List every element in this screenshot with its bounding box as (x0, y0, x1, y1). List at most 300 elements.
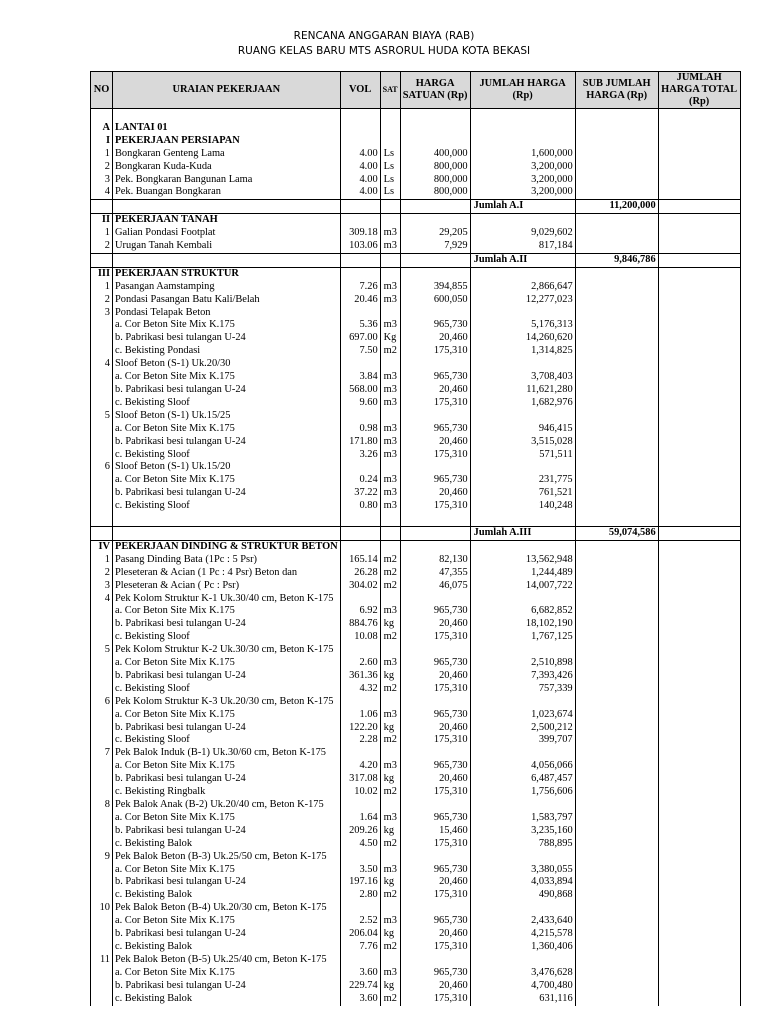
cell-no (91, 786, 113, 799)
cell-uraian: a. Cor Beton Site Mix K.175 (113, 709, 341, 722)
cell-vol (340, 696, 380, 709)
cell-uraian: Pek Balok Beton (B-4) Uk.20/30 cm, Beton K-175 (113, 902, 341, 915)
cell-uraian: Bongkaran Kuda-Kuda (113, 161, 341, 174)
cell-sub-jumlah (575, 240, 658, 253)
cell-uraian: Sloof Beton (S-1) Uk.15/20 (113, 461, 341, 474)
cell-jumlah-harga: 4,215,578 (470, 928, 575, 941)
section-heading-row (91, 122, 741, 135)
cell-harga-satuan: 965,730 (400, 371, 470, 384)
cell-jumlah-harga: 18,102,190 (470, 618, 575, 631)
cell-sat (380, 253, 400, 267)
cell-sat (380, 644, 400, 657)
subtotal-value: 59,074,586 (575, 526, 658, 540)
cell-sub-jumlah (575, 540, 658, 553)
cell-sat: m3 (380, 709, 400, 722)
cell-harga-satuan: 20,460 (400, 876, 470, 889)
cell-sat (380, 696, 400, 709)
cell-harga-satuan: 175,310 (400, 397, 470, 410)
cell-jumlah-harga: 11,621,280 (470, 384, 575, 397)
table-row (91, 580, 741, 593)
cell-vol: 7.76 (340, 941, 380, 954)
cell-jumlah-harga: 14,007,722 (470, 580, 575, 593)
cell-total (658, 513, 740, 526)
cell-jumlah-harga: 2,433,640 (470, 915, 575, 928)
cell-vol: 209.26 (340, 825, 380, 838)
cell-sub-jumlah (575, 967, 658, 980)
cell-sub-jumlah (575, 696, 658, 709)
cell-vol: 10.02 (340, 786, 380, 799)
cell-vol (340, 851, 380, 864)
cell-uraian: c. Bekisting Ringbalk (113, 786, 341, 799)
table-row (91, 876, 741, 889)
cell-total (658, 500, 740, 513)
cell-no (91, 812, 113, 825)
cell-no (91, 670, 113, 683)
cell-sub-jumlah (575, 122, 658, 135)
cell-sat (380, 526, 400, 540)
table-row (91, 161, 741, 174)
cell-sat: kg (380, 618, 400, 631)
cell-sub-jumlah (575, 461, 658, 474)
subtotal-label: Jumlah A.III (470, 526, 575, 540)
cell-total (658, 993, 740, 1006)
header-uraian: URAIAN PEKERJAAN (113, 72, 341, 109)
cell-no (91, 838, 113, 851)
cell-sat: m3 (380, 449, 400, 462)
cell-total (658, 851, 740, 864)
cell-harga-satuan (400, 902, 470, 915)
cell-total (658, 461, 740, 474)
table-row (91, 941, 741, 954)
cell-vol (340, 644, 380, 657)
cell-uraian: Pleseteran & Acian (1 Pc : 4 Psr) Beton dan (113, 567, 341, 580)
cell-no: 1 (91, 227, 113, 240)
cell-sat: m3 (380, 487, 400, 500)
cell-harga-satuan: 965,730 (400, 760, 470, 773)
cell-harga-satuan: 965,730 (400, 915, 470, 928)
cell-no (91, 526, 113, 540)
cell-sat: Ls (380, 174, 400, 187)
blank-row (91, 513, 741, 526)
cell-total (658, 631, 740, 644)
cell-sub-jumlah (575, 593, 658, 606)
cell-sub-jumlah (575, 580, 658, 593)
cell-vol: 309.18 (340, 227, 380, 240)
cell-sat: m3 (380, 319, 400, 332)
cell-vol: 3.50 (340, 864, 380, 877)
cell-vol: 197.16 (340, 876, 380, 889)
cell-sat: kg (380, 825, 400, 838)
cell-harga-satuan: 175,310 (400, 683, 470, 696)
cell-sub-jumlah (575, 864, 658, 877)
cell-jumlah-harga: 1,756,606 (470, 786, 575, 799)
cell-jumlah-harga (470, 214, 575, 227)
section-heading-row (91, 135, 741, 148)
cell-harga-satuan: 600,050 (400, 294, 470, 307)
cell-sat: Ls (380, 186, 400, 199)
table-row (91, 174, 741, 187)
cell-total (658, 889, 740, 902)
cell-jumlah-harga: 1,314,825 (470, 345, 575, 358)
cell-harga-satuan (400, 593, 470, 606)
cell-sat: m3 (380, 500, 400, 513)
cell-sat: kg (380, 980, 400, 993)
cell-no (91, 384, 113, 397)
cell-uraian: a. Cor Beton Site Mix K.175 (113, 319, 341, 332)
cell-sub-jumlah (575, 567, 658, 580)
cell-jumlah-harga: 4,700,480 (470, 980, 575, 993)
cell-jumlah-harga (470, 358, 575, 371)
table-row (91, 593, 741, 606)
cell-sub-jumlah (575, 657, 658, 670)
cell-vol: 6.92 (340, 605, 380, 618)
cell-uraian: b. Pabrikasi besi tulangan U-24 (113, 773, 341, 786)
cell-vol: 2.80 (340, 889, 380, 902)
table-row (91, 760, 741, 773)
cell-vol: 10.08 (340, 631, 380, 644)
cell-jumlah-harga: 2,510,898 (470, 657, 575, 670)
cell-no (91, 889, 113, 902)
cell-sub-jumlah (575, 670, 658, 683)
cell-vol: 3.60 (340, 993, 380, 1006)
cell-harga-satuan: 965,730 (400, 864, 470, 877)
cell-uraian: Bongkaran Genteng Lama (113, 148, 341, 161)
cell-sat: m3 (380, 864, 400, 877)
cell-jumlah-harga: 1,244,489 (470, 567, 575, 580)
cell-harga-satuan (400, 644, 470, 657)
cell-jumlah-harga: 761,521 (470, 487, 575, 500)
cell-vol (340, 747, 380, 760)
cell-uraian: c. Bekisting Sloof (113, 631, 341, 644)
cell-jumlah-harga: 399,707 (470, 734, 575, 747)
cell-vol: 2.52 (340, 915, 380, 928)
cell-vol (340, 799, 380, 812)
cell-no: 7 (91, 747, 113, 760)
cell-harga-satuan: 20,460 (400, 928, 470, 941)
cell-harga-satuan: 800,000 (400, 186, 470, 199)
cell-harga-satuan: 20,460 (400, 487, 470, 500)
cell-sub-jumlah (575, 436, 658, 449)
cell-jumlah-harga (470, 135, 575, 148)
cell-harga-satuan (400, 461, 470, 474)
cell-no (91, 980, 113, 993)
table-row (91, 928, 741, 941)
cell-sat (380, 747, 400, 760)
header-no: NO (91, 72, 113, 109)
cell-sat: m3 (380, 436, 400, 449)
cell-uraian: b. Pabrikasi besi tulangan U-24 (113, 825, 341, 838)
cell-vol: 4.32 (340, 683, 380, 696)
table-row (91, 345, 741, 358)
cell-total (658, 358, 740, 371)
cell-sat: m2 (380, 734, 400, 747)
cell-sub-jumlah (575, 307, 658, 320)
cell-sub-jumlah (575, 174, 658, 187)
cell-jumlah-harga (470, 410, 575, 423)
table-row (91, 332, 741, 345)
cell-vol: 37.22 (340, 487, 380, 500)
cell-total (658, 799, 740, 812)
cell-no: 2 (91, 294, 113, 307)
cell-sub-jumlah (575, 148, 658, 161)
cell-uraian: c. Bekisting Sloof (113, 500, 341, 513)
cell-sat: m2 (380, 631, 400, 644)
cell-sub-jumlah (575, 631, 658, 644)
cell-total (658, 267, 740, 280)
cell-vol: 4.00 (340, 174, 380, 187)
cell-jumlah-harga: 3,380,055 (470, 864, 575, 877)
table-row (91, 567, 741, 580)
cell-jumlah-harga (470, 267, 575, 280)
cell-jumlah-harga: 2,500,212 (470, 722, 575, 735)
table-row (91, 423, 741, 436)
cell-sat: m2 (380, 580, 400, 593)
cell-uraian: b. Pabrikasi besi tulangan U-24 (113, 876, 341, 889)
cell-harga-satuan: 965,730 (400, 605, 470, 618)
cell-jumlah-harga (470, 513, 575, 526)
cell-uraian: Sloof Beton (S-1) Uk.20/30 (113, 358, 341, 371)
cell-no: 4 (91, 186, 113, 199)
cell-vol (340, 461, 380, 474)
cell-harga-satuan (400, 540, 470, 553)
table-row (91, 773, 741, 786)
cell-no: II (91, 214, 113, 227)
cell-sat: m3 (380, 423, 400, 436)
cell-uraian: c. Bekisting Sloof (113, 397, 341, 410)
cell-sub-jumlah (575, 397, 658, 410)
cell-sat: kg (380, 876, 400, 889)
subtotal-value: 9,846,786 (575, 253, 658, 267)
section-heading-row (91, 267, 741, 280)
cell-no: 9 (91, 851, 113, 864)
cell-no (91, 993, 113, 1006)
cell-vol: 0.24 (340, 474, 380, 487)
cell-no (91, 319, 113, 332)
table-row (91, 644, 741, 657)
cell-uraian: b. Pabrikasi besi tulangan U-24 (113, 670, 341, 683)
cell-total (658, 227, 740, 240)
cell-total (658, 332, 740, 345)
cell-sub-jumlah (575, 902, 658, 915)
cell-sat: Ls (380, 161, 400, 174)
cell-sat: m2 (380, 554, 400, 567)
cell-jumlah-harga (470, 902, 575, 915)
cell-jumlah-harga: 4,033,894 (470, 876, 575, 889)
cell-uraian: PEKERJAAN STRUKTUR (113, 267, 341, 280)
cell-jumlah-harga: 1,360,406 (470, 941, 575, 954)
cell-jumlah-harga: 1,682,976 (470, 397, 575, 410)
blank-row (91, 109, 741, 122)
cell-uraian: Urugan Tanah Kembali (113, 240, 341, 253)
cell-total (658, 436, 740, 449)
cell-jumlah-harga (470, 644, 575, 657)
cell-vol (340, 593, 380, 606)
cell-sat (380, 410, 400, 423)
cell-sub-jumlah (575, 109, 658, 122)
cell-total (658, 657, 740, 670)
cell-uraian (113, 526, 341, 540)
subtotal-row (91, 526, 741, 540)
cell-jumlah-harga: 3,200,000 (470, 186, 575, 199)
table-row (91, 500, 741, 513)
cell-harga-satuan (400, 799, 470, 812)
cell-harga-satuan: 175,310 (400, 889, 470, 902)
cell-no (91, 631, 113, 644)
cell-no (91, 605, 113, 618)
cell-uraian: c. Bekisting Sloof (113, 683, 341, 696)
cell-vol: 0.98 (340, 423, 380, 436)
cell-vol: 0.80 (340, 500, 380, 513)
cell-no: 3 (91, 307, 113, 320)
table-row (91, 993, 741, 1006)
cell-sat: Kg (380, 332, 400, 345)
cell-vol: 4.50 (340, 838, 380, 851)
cell-no: 6 (91, 461, 113, 474)
cell-total (658, 240, 740, 253)
cell-jumlah-harga (470, 307, 575, 320)
cell-uraian: Pondasi Pasangan Batu Kali/Belah (113, 294, 341, 307)
cell-sub-jumlah (575, 161, 658, 174)
cell-uraian: c. Bekisting Balok (113, 838, 341, 851)
cell-sub-jumlah (575, 135, 658, 148)
cell-jumlah-harga: 6,487,457 (470, 773, 575, 786)
cell-uraian: Pek. Bongkaran Bangunan Lama (113, 174, 341, 187)
cell-sub-jumlah (575, 876, 658, 889)
cell-vol (340, 307, 380, 320)
cell-vol: 4.20 (340, 760, 380, 773)
cell-sat (380, 851, 400, 864)
cell-sub-jumlah (575, 786, 658, 799)
cell-total (658, 540, 740, 553)
cell-sat: m3 (380, 227, 400, 240)
cell-uraian: c. Bekisting Balok (113, 993, 341, 1006)
cell-uraian: Pleseteran & Acian ( Pc : Psr) (113, 580, 341, 593)
cell-harga-satuan (400, 851, 470, 864)
cell-harga-satuan: 800,000 (400, 174, 470, 187)
cell-sat: m2 (380, 993, 400, 1006)
table-row (91, 397, 741, 410)
cell-sat: m2 (380, 786, 400, 799)
document-title: RENCANA ANGGARAN BIAYA (RAB) (293, 30, 475, 42)
table-row (91, 281, 741, 294)
cell-harga-satuan: 965,730 (400, 423, 470, 436)
table-row (91, 461, 741, 474)
cell-total (658, 109, 740, 122)
cell-sat (380, 513, 400, 526)
cell-vol: 3.84 (340, 371, 380, 384)
cell-vol: 103.06 (340, 240, 380, 253)
cell-vol: 697.00 (340, 332, 380, 345)
cell-no (91, 928, 113, 941)
subtotal-label: Jumlah A.II (470, 253, 575, 267)
cell-sub-jumlah (575, 722, 658, 735)
cell-sat: kg (380, 928, 400, 941)
table-row (91, 722, 741, 735)
cell-total (658, 902, 740, 915)
cell-uraian: Pondasi Telapak Beton (113, 307, 341, 320)
cell-vol (340, 253, 380, 267)
cell-harga-satuan: 400,000 (400, 148, 470, 161)
cell-vol (340, 135, 380, 148)
cell-no (91, 915, 113, 928)
cell-jumlah-harga: 1,767,125 (470, 631, 575, 644)
cell-vol (340, 358, 380, 371)
cell-no: 1 (91, 281, 113, 294)
cell-sub-jumlah (575, 500, 658, 513)
cell-vol: 7.50 (340, 345, 380, 358)
cell-no (91, 500, 113, 513)
cell-sat (380, 461, 400, 474)
cell-total (658, 864, 740, 877)
cell-jumlah-harga: 12,277,023 (470, 294, 575, 307)
cell-sub-jumlah (575, 487, 658, 500)
cell-total (658, 915, 740, 928)
cell-harga-satuan (400, 200, 470, 214)
cell-sat: m2 (380, 345, 400, 358)
cell-sat: m3 (380, 397, 400, 410)
cell-uraian: Sloof Beton (S-1) Uk.15/25 (113, 410, 341, 423)
cell-sat: m3 (380, 240, 400, 253)
table-row (91, 449, 741, 462)
cell-harga-satuan: 965,730 (400, 474, 470, 487)
cell-sat (380, 135, 400, 148)
cell-jumlah-harga (470, 851, 575, 864)
cell-harga-satuan (400, 253, 470, 267)
cell-uraian: Pek Balok Beton (B-3) Uk.25/50 cm, Beton K-175 (113, 851, 341, 864)
cell-sub-jumlah (575, 928, 658, 941)
cell-jumlah-harga (470, 696, 575, 709)
cell-no: 6 (91, 696, 113, 709)
cell-jumlah-harga (470, 954, 575, 967)
cell-vol: 1.64 (340, 812, 380, 825)
table-row (91, 358, 741, 371)
cell-vol (340, 902, 380, 915)
cell-vol: 7.26 (340, 281, 380, 294)
cell-harga-satuan (400, 109, 470, 122)
cell-jumlah-harga (470, 799, 575, 812)
cell-harga-satuan (400, 267, 470, 280)
cell-no: 11 (91, 954, 113, 967)
cell-total (658, 474, 740, 487)
cell-sat (380, 358, 400, 371)
cell-uraian (113, 253, 341, 267)
cell-sat: m2 (380, 567, 400, 580)
cell-harga-satuan (400, 954, 470, 967)
cell-sub-jumlah (575, 838, 658, 851)
cell-vol: 2.60 (340, 657, 380, 670)
cell-no (91, 345, 113, 358)
cell-harga-satuan (400, 135, 470, 148)
cell-harga-satuan (400, 747, 470, 760)
cell-sub-jumlah (575, 993, 658, 1006)
cell-no: 5 (91, 644, 113, 657)
cell-no (91, 941, 113, 954)
cell-sub-jumlah (575, 227, 658, 240)
cell-sub-jumlah (575, 358, 658, 371)
rab-table (90, 71, 741, 1006)
cell-uraian: a. Cor Beton Site Mix K.175 (113, 474, 341, 487)
cell-sub-jumlah (575, 915, 658, 928)
cell-uraian: Pek Balok Anak (B-2) Uk.20/40 cm, Beton K-175 (113, 799, 341, 812)
cell-sub-jumlah (575, 410, 658, 423)
cell-jumlah-harga (470, 593, 575, 606)
cell-harga-satuan: 175,310 (400, 500, 470, 513)
cell-harga-satuan (400, 122, 470, 135)
cell-total (658, 319, 740, 332)
cell-sat: m3 (380, 371, 400, 384)
cell-no (91, 683, 113, 696)
cell-no: 2 (91, 240, 113, 253)
